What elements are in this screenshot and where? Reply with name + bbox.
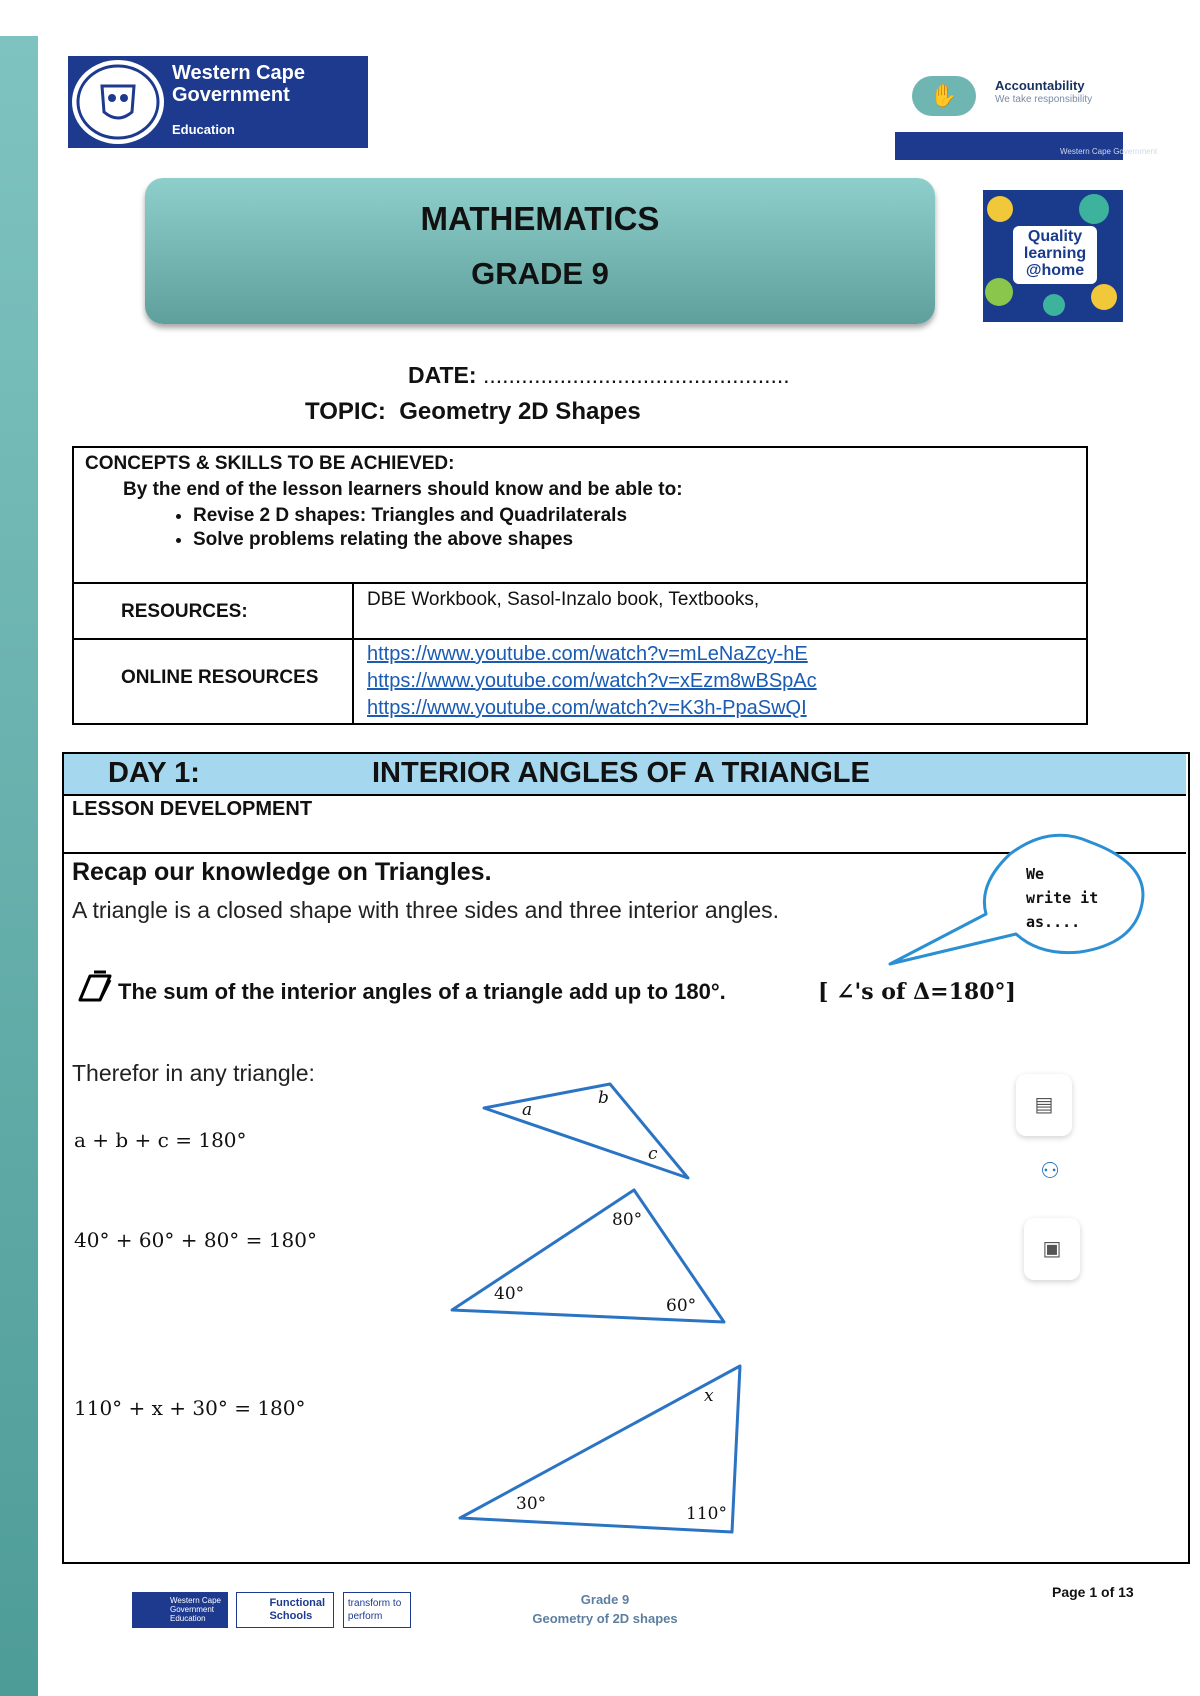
subject-title: MATHEMATICS [420, 200, 660, 237]
wcg-logo-title: Western Cape Government [172, 62, 306, 106]
footer-transform-perform-logo: transform to perform [343, 1592, 411, 1628]
note-pad-icon [76, 970, 116, 1006]
triangle-abc [480, 1080, 700, 1186]
triangle-3-left-angle: 30° [516, 1494, 547, 1514]
concepts-table [72, 446, 1088, 725]
concept-item: • Revise 2 D shapes: Triangles and Quadrilaterals [193, 505, 1085, 527]
left-sidebar-band [0, 36, 38, 1696]
triangle-abc-angle-a: a [522, 1100, 533, 1120]
recap-body: A triangle is a closed shape with three sides and three interior angles. [72, 897, 780, 923]
accountability-subtitle: We take responsibility [995, 94, 1093, 105]
date-line: DATE: ................................................ [408, 362, 790, 388]
resources-label-cell [73, 583, 353, 639]
speech-bubble-text: We write it as.... [1026, 865, 1099, 931]
triangle-2-right-angle: 60° [666, 1296, 697, 1316]
triangle-abc-angle-b: b [598, 1088, 609, 1108]
resources-value-cell [353, 583, 1087, 639]
interior-angle-sum-statement: The sum of the interior angles of a triangle add up to 180°. [118, 979, 726, 1004]
online-resources-value-cell [353, 639, 1087, 724]
footer-logos [132, 1592, 415, 1628]
parent-child-icon[interactable]: ⚇ [1040, 1158, 1060, 1183]
resources-label: RESOURCES: [121, 601, 248, 622]
wcg-logo-subtitle: Education [172, 122, 235, 137]
wcg-emblem-icon [72, 60, 164, 144]
concepts-heading: CONCEPTS & SKILLS TO BE ACHIEVED: [85, 453, 455, 474]
accountability-tagline: Western Cape Government [1060, 147, 1158, 156]
therefor-text: Therefor in any triangle: [72, 1060, 315, 1086]
page-number: Page 1 of 13 [1052, 1584, 1134, 1600]
quality-learning-text: Quality learning @home [1013, 226, 1097, 284]
speech-bubble [880, 824, 1160, 974]
footer-center-text: Grade 9 Geometry of 2D shapes [532, 1592, 678, 1626]
lesson-development-heading: LESSON DEVELOPMENT [72, 798, 313, 820]
grade-title: GRADE 9 [471, 256, 609, 291]
triangle-2-top-angle: 80° [612, 1210, 643, 1230]
angle-sum-formula: [ ∠'s of Δ=180°] [818, 979, 1016, 1005]
topic-line: TOPIC: Geometry 2D Shapes [305, 398, 641, 425]
footer-wcg-logo: Western Cape Government Education [132, 1592, 228, 1628]
accountability-title: Accountability [995, 78, 1085, 93]
online-resource-link[interactable]: https://www.youtube.com/watch?v=xEzm8wBSpAc [367, 670, 817, 692]
online-resource-link[interactable]: https://www.youtube.com/watch?v=K3h-PpaSwQI [367, 697, 807, 719]
concepts-intro: By the end of the lesson learners should know and be able to: [123, 479, 683, 500]
resources-value: DBE Workbook, Sasol-Inzalo book, Textbooks, [367, 589, 760, 610]
quality-learning-logo [983, 190, 1123, 322]
equation-110-x-30: 110° + x + 30° = 180° [74, 1396, 306, 1420]
triangle-3-right-angle: 110° [686, 1504, 727, 1524]
teacher-icon[interactable]: ▣ [1024, 1218, 1080, 1280]
online-resources-label-cell [73, 639, 353, 724]
online-resource-link[interactable]: https://www.youtube.com/watch?v=mLeNaZcy-hE [367, 643, 808, 665]
day-label: DAY 1: [108, 757, 200, 789]
day-title: INTERIOR ANGLES OF A TRIANGLE [372, 757, 870, 789]
title-box [145, 178, 935, 324]
accountability-hand-icon: ✋ [912, 76, 976, 116]
equation-40-60-80: 40° + 60° + 80° = 180° [74, 1228, 317, 1252]
triangle-2-left-angle: 40° [494, 1284, 525, 1304]
triangle-abc-angle-c: c [648, 1144, 658, 1164]
concepts-cell [73, 447, 1087, 583]
online-resources-label: ONLINE RESOURCES [121, 667, 319, 688]
equation-abc: a + b + c = 180° [74, 1128, 247, 1152]
book-icon[interactable]: ▤ [1016, 1074, 1072, 1136]
concept-item: • Solve problems relating the above shapes [193, 529, 1085, 551]
recap-title: Recap our knowledge on Triangles. [72, 858, 492, 886]
concepts-list [163, 505, 1085, 551]
triangle-3-top-angle: x [704, 1386, 714, 1406]
footer-functional-schools-logo: Functional Schools [236, 1592, 334, 1628]
